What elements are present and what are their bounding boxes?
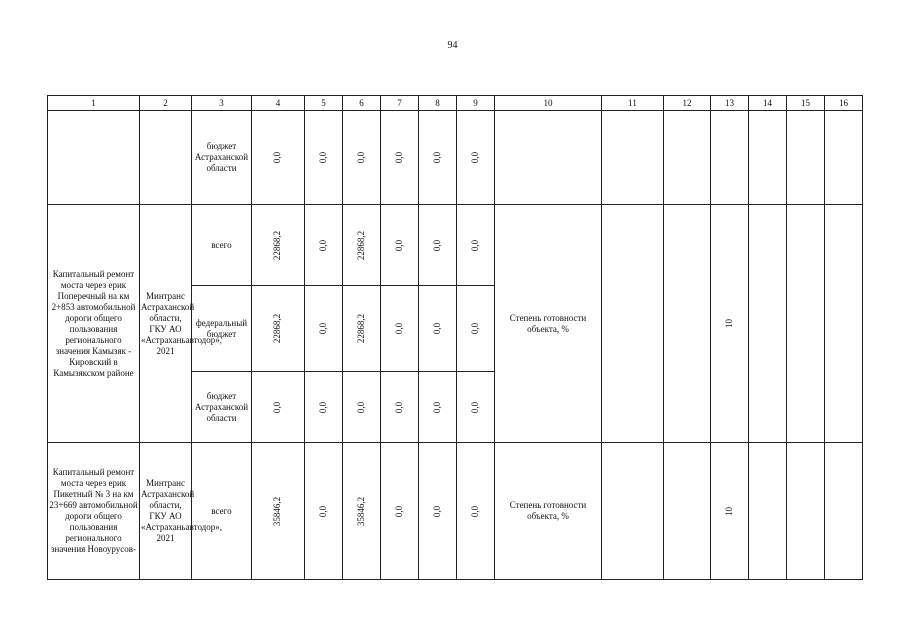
value-cell: 22868,2 [252, 205, 305, 286]
header-cell: 16 [825, 96, 863, 111]
empty-cell [787, 443, 825, 580]
value-cell: 22868,2 [252, 286, 305, 372]
funding-source-cell: федеральный бюджет [192, 286, 252, 372]
value-cell: 0,0 [252, 111, 305, 205]
value-cell: 0,0 [252, 372, 305, 443]
object-name-cell: Капитальный ремонт моста через ерик Поперечный на км 2+853 автомобильной дороги общего пользования регионального значения Камызяк - Кировский в Камызякском районе [48, 205, 140, 443]
header-cell: 1 [48, 96, 140, 111]
empty-cell [825, 111, 863, 205]
value-cell: 0,0 [457, 372, 495, 443]
value-cell: 0,0 [381, 443, 419, 580]
empty-cell [825, 205, 863, 443]
empty-cell [825, 443, 863, 580]
value-cell: 0,0 [457, 286, 495, 372]
empty-cell [711, 111, 749, 205]
value-cell: 0,0 [419, 443, 457, 580]
empty-cell [664, 205, 711, 443]
funding-source-cell: всего [192, 443, 252, 580]
value-cell: 0,0 [381, 205, 419, 286]
header-cell: 3 [192, 96, 252, 111]
header-cell: 4 [252, 96, 305, 111]
header-cell: 5 [305, 96, 343, 111]
value-cell: 0,0 [419, 111, 457, 205]
object-name-cell: Капитальный ремонт моста через ерик Пикетный № 3 на км 23+669 автомобильной дороги общего пользования регионального значения Новоурусов- [48, 443, 140, 580]
value-cell: 0,0 [305, 443, 343, 580]
value-cell: 0,0 [343, 111, 381, 205]
value-cell: 0,0 [305, 286, 343, 372]
value-cell: 22868,2 [343, 205, 381, 286]
page-number: 94 [447, 40, 458, 51]
value-cell: 0,0 [343, 372, 381, 443]
value-cell: 0,0 [419, 286, 457, 372]
value-cell: 0,0 [457, 205, 495, 286]
object-cell-empty [48, 111, 140, 205]
value-cell: 0,0 [419, 372, 457, 443]
target-value-cell: 10 [711, 205, 749, 443]
table-row [48, 111, 863, 205]
indicator-cell: Степень готовности объекта, % [495, 205, 602, 443]
header-cell: 8 [419, 96, 457, 111]
value-cell: 0,0 [419, 205, 457, 286]
header-cell: 6 [343, 96, 381, 111]
empty-cell [749, 111, 787, 205]
empty-cell [749, 443, 787, 580]
target-value-cell: 10 [711, 443, 749, 580]
value-cell: 35846,2 [252, 443, 305, 580]
funding-source-cell: бюджет Астраханской области [192, 111, 252, 205]
executor-cell-empty [140, 111, 192, 205]
empty-cell [602, 205, 664, 443]
table-row [48, 443, 863, 580]
value-cell: 0,0 [305, 111, 343, 205]
empty-cell [787, 111, 825, 205]
empty-cell [749, 205, 787, 443]
value-cell: 0,0 [305, 205, 343, 286]
value-cell: 0,0 [381, 111, 419, 205]
value-cell: 0,0 [457, 111, 495, 205]
indicator-cell-empty [495, 111, 602, 205]
header-cell: 15 [787, 96, 825, 111]
empty-cell [787, 205, 825, 443]
budget-table [47, 95, 863, 580]
executor-cell: Минтранс Астраханской области, ГКУ АО «Астраханьавтодор», 2021 [140, 443, 192, 580]
header-cell: 11 [602, 96, 664, 111]
value-cell: 0,0 [305, 372, 343, 443]
value-cell: 0,0 [381, 372, 419, 443]
funding-source-cell: бюджет Астраханской области [192, 372, 252, 443]
value-cell: 22868,2 [343, 286, 381, 372]
executor-cell: Минтранс Астраханской области, ГКУ АО «Астраханьавтодор», 2021 [140, 205, 192, 443]
header-cell: 9 [457, 96, 495, 111]
empty-cell [664, 443, 711, 580]
empty-cell [602, 443, 664, 580]
value-cell: 0,0 [381, 286, 419, 372]
value-cell: 0,0 [457, 443, 495, 580]
empty-cell [664, 111, 711, 205]
value-cell: 35846,2 [343, 443, 381, 580]
empty-cell [602, 111, 664, 205]
indicator-cell: Степень готовности объекта, % [495, 443, 602, 580]
header-cell: 13 [711, 96, 749, 111]
header-cell: 12 [664, 96, 711, 111]
header-cell: 7 [381, 96, 419, 111]
header-cell: 2 [140, 96, 192, 111]
header-cell: 10 [495, 96, 602, 111]
header-cell: 14 [749, 96, 787, 111]
funding-source-cell: всего [192, 205, 252, 286]
header-row [48, 96, 863, 111]
table-row [48, 205, 863, 286]
